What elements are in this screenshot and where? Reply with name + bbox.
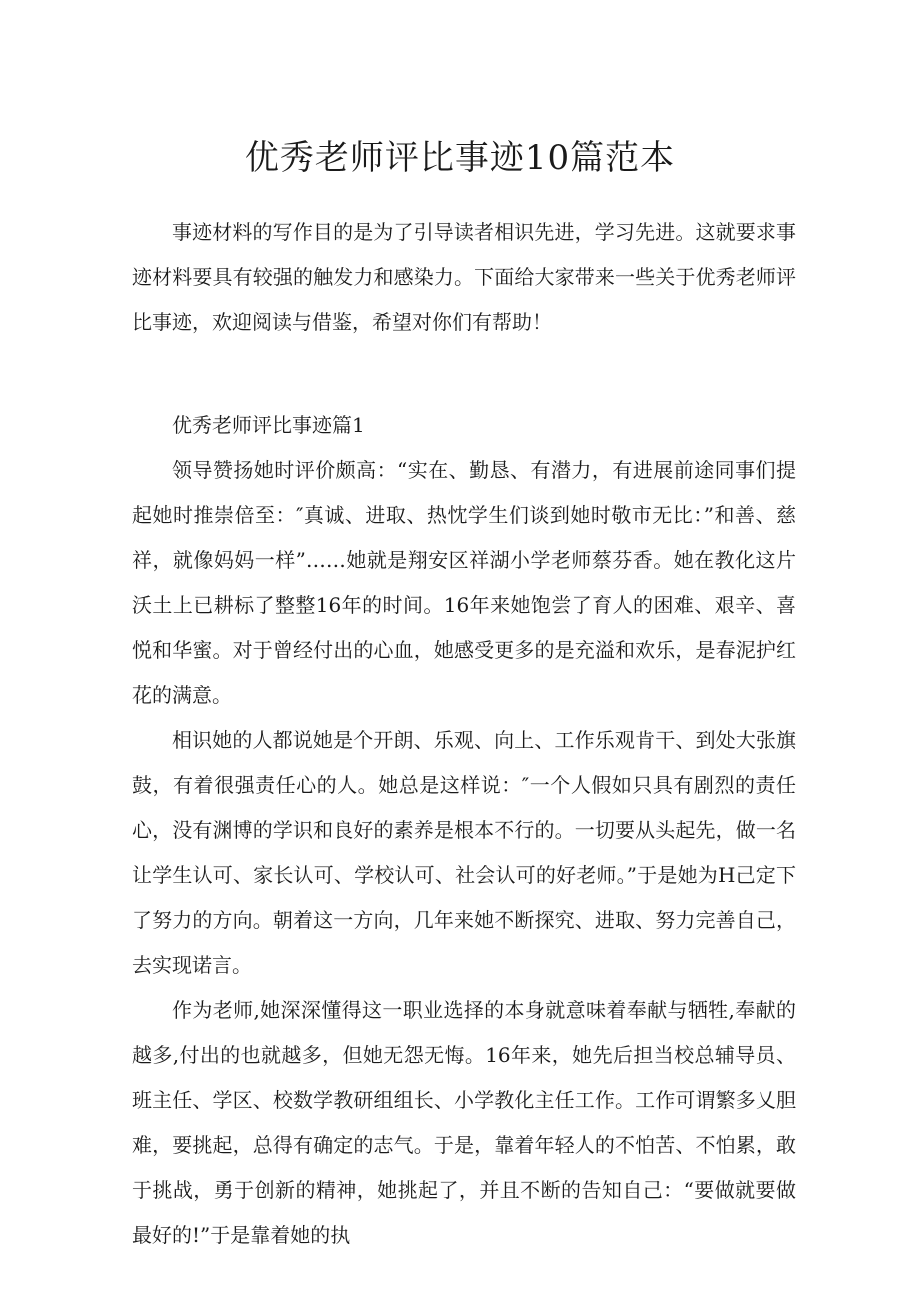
intro-block xyxy=(132,210,796,345)
section-heading: 优秀老师评比事迹篇1 xyxy=(172,413,365,437)
section-block xyxy=(132,403,796,1258)
intro-paragraph: 事迹材料的写作目的是为了引导读者相识先进，学习先进。这就要求事迹材料要具有较强的触发力和感染力。下面给大家带来一些关于优秀老师评比事迹，欢迎阅读与借鉴，希望对你们有帮助！ xyxy=(132,220,796,334)
body-paragraph: 作为老师,她深深懂得这一职业选择的本身就意味着奉献与牺牲,奉献的越多,付出的也就越多，但她无怨无悔。16年来，她先后担当校总辅导员、班主任、学区、校数学教研组组长、小学教化主任工作。工作可谓繁多乂胆难，要挑起，总得有确定的志气。于是，靠着年轻人的不怕苦、不怕累，敢于挑战，勇于创新的精神，她挑起了，并且不断的告知自己：“要做就要做最好的!”于是靠着她的执 xyxy=(132,998,796,1247)
body-paragraph: 相识她的人都说她是个开朗、乐观、向上、工作乐观肯干、到处大张旗鼓，有着很强责任心的人。她总是这样说：″一个人假如只具有剧烈的责任心，没有渊博的学识和良好的素养是根本不行的。一切要从头起先，做一名让学生认可、家长认可、学校认可、社会认可的好老师。”于是她为H己定下了努力的方向。朝着这一方向，几年来她不断探究、进取、努力完善自己，去实现诺言。 xyxy=(132,728,796,977)
document-title: 优秀老师评比事迹10篇范本 xyxy=(244,138,676,178)
body-paragraph: 领导赞扬她时评价颇高：“实在、勤恳、有潜力，有进展前途同事们提起她时推崇倍至：″真诚、进取、热忱学生们谈到她时敬市无比：”和善、慈祥，就像妈妈一样”……她就是翔安区祥湖小学老师蔡芬香。她在教化这片沃土上已耕标了整整16年的时间。16年来她饱尝了育人的困难、艰辛、喜悦和华蜜。对于曾经付出的心血，她感受更多的是充溢和欢乐，是春泥护红花的满意。 xyxy=(132,458,796,707)
